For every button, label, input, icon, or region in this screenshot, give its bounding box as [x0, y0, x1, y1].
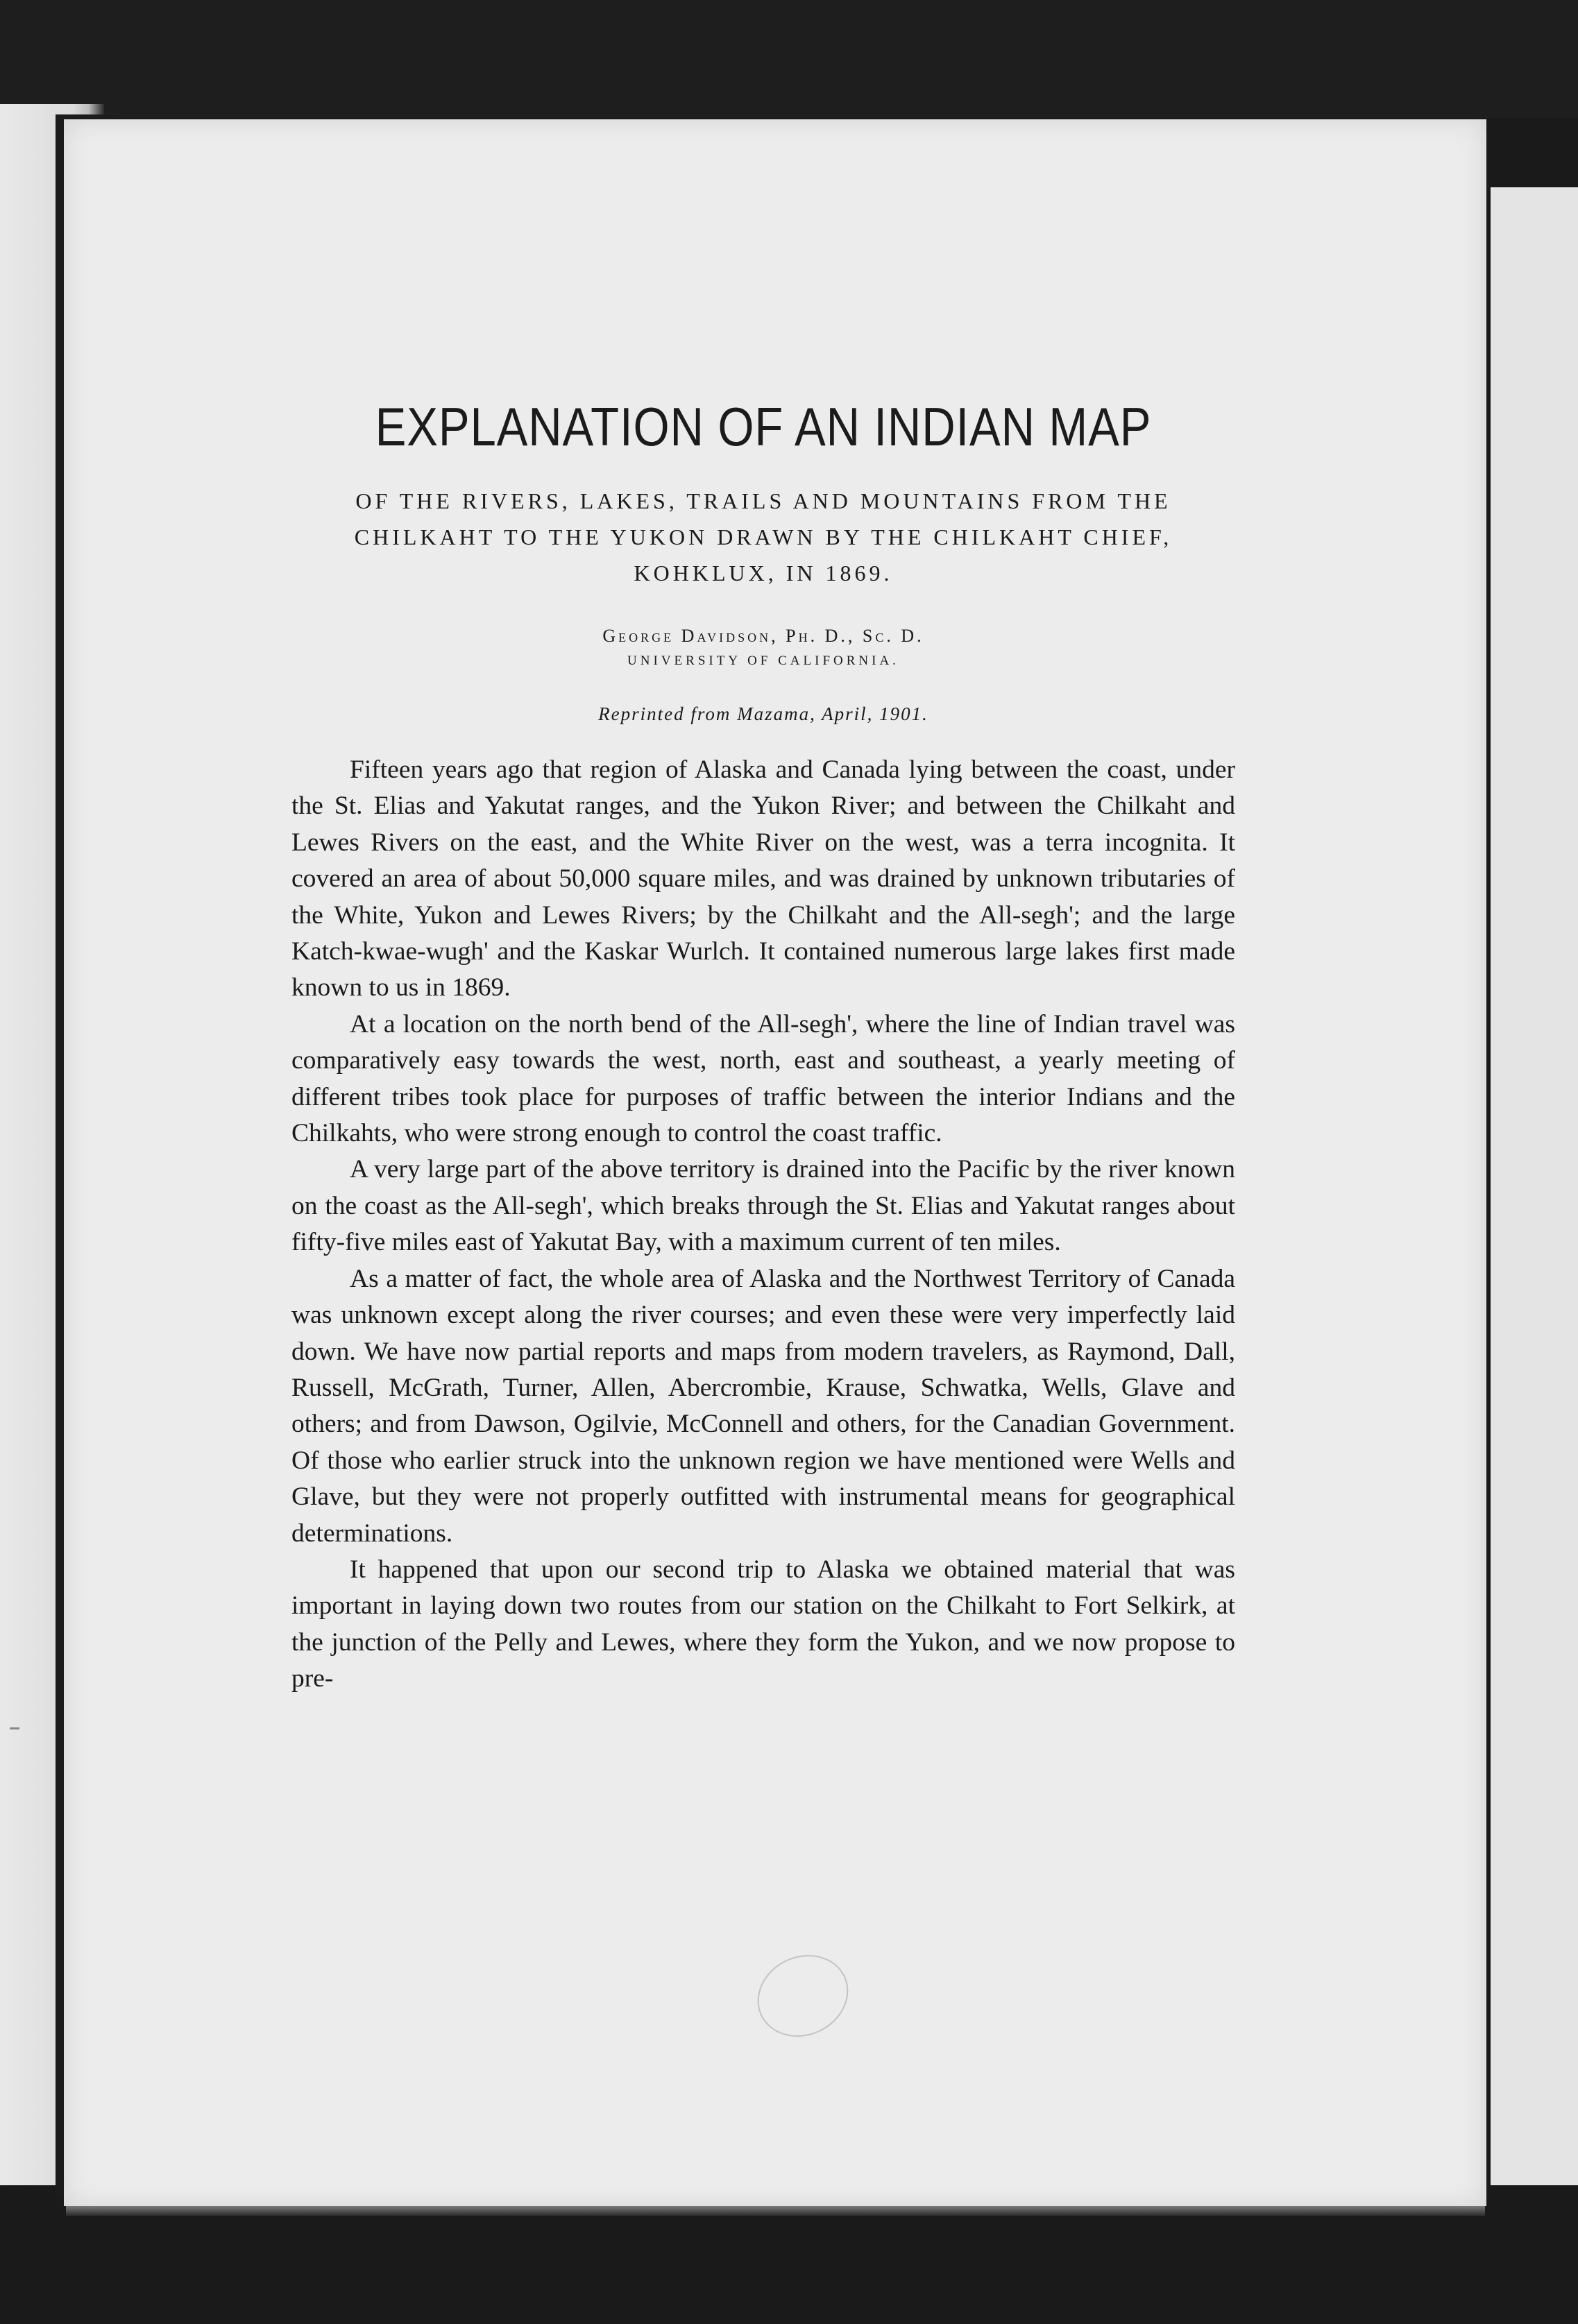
document-title: EXPLANATION OF AN INDIAN MAP — [375, 396, 1152, 457]
body-text — [291, 752, 1235, 1698]
scan-bottom-border — [0, 2206, 1578, 2324]
page-content — [291, 395, 1235, 1698]
reprint-note: Reprinted from Mazama, April, 1901. — [598, 703, 928, 724]
page-right-margin — [1491, 187, 1578, 2185]
paragraph: At a location on the north bend of the All-segh', where the line of Indian travel was comparatively easy towards the west, north, east and southeast, a yearly meeting of different tribes took place for purposes of traffic between the interior Indians and the Chilkahts, who were strong enough to control the coast traffic. — [291, 1009, 1235, 1148]
paragraph: It happened that upon our second trip to Alaska we obtained material that was important in laying down two routes from our station on the Chilkaht to Fort Selkirk, at the junction of the Pelly and Lewes, where they form the Yukon, and we now propose to pre- — [291, 1555, 1235, 1693]
scan-top-border — [0, 0, 1578, 118]
author-name: George Davidson, Ph. D., Sc. D. — [602, 626, 924, 646]
page-bottom-edge — [66, 2206, 1485, 2216]
edge-mark — [10, 1727, 19, 1729]
paragraph: A very large part of the above territory is drained into the Pacific by the river known on the coast as the All-segh', which breaks through the St. Elias and Yakutat ranges about fifty-five miles east of Yakutat Bay, with a maximum current of ten miles. — [291, 1155, 1235, 1257]
paragraph: As a matter of fact, the whole area of Alaska and the Northwest Territory of Canada was unknown except along the river courses; and even these were very imperfectly laid down. We have now partial reports and maps from modern travelers, as Raymond, Dall, Russell, McGrath, Turner, Allen, Abercrombie, Krause, Schwatka, Wells, Glave and others; and from Dawson, Ogilvie, McConnell and others, for the Canadian Government. Of those who earlier struck into the unknown region we have mentioned were Wells and Glave, but they were not properly outfitted with instrumental means for geographical determinations. — [291, 1264, 1235, 1548]
document-subtitle: OF THE RIVERS, LAKES, TRAILS AND MOUNTAINS FROM THE CHILKAHT TO THE YUKON DRAWN BY THE CHILKAHT CHIEF, KOHKLUX, IN 1869. — [354, 488, 1173, 586]
author-affiliation: UNIVERSITY OF CALIFORNIA. — [627, 653, 899, 668]
paragraph: Fifteen years ago that region of Alaska and Canada lying between the coast, under the St. Elias and Yakutat ranges, and the Yukon River; and between the Chilkaht and Lewes Rivers on the east, and the White River on the west, was a terra incognita. It covered an area of about 50,000 square miles, and was drained by unknown tributaries of the White, Yukon and Lewes Rivers; by the Chilkaht and the All-segh'; and the large Katch-kwae-wugh' and the Kaskar Wurlch. It contained numerous large lakes first made known to us in 1869. — [291, 755, 1235, 1002]
